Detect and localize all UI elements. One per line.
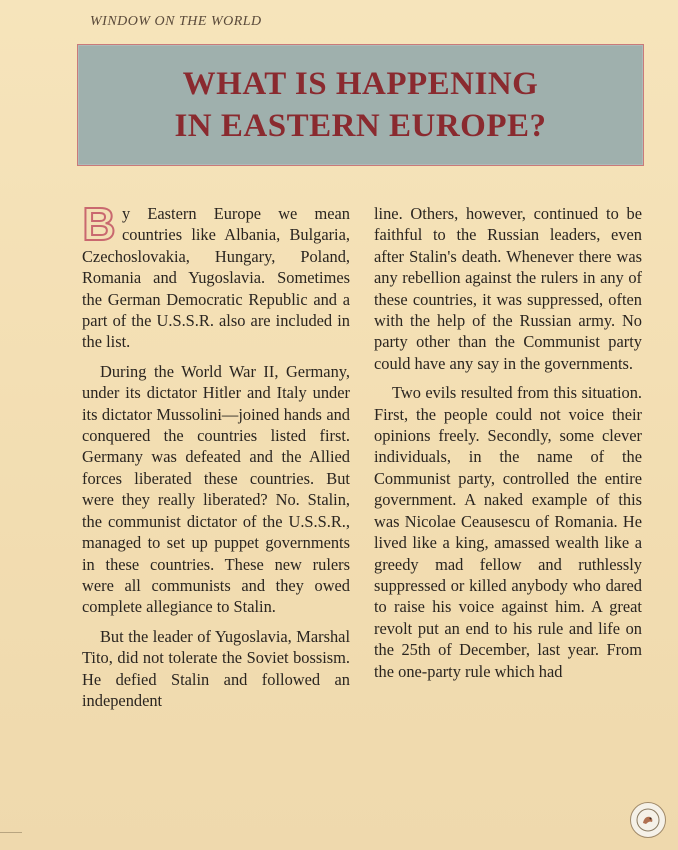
- article-column-left: [82, 198, 350, 719]
- article-column-right: [374, 203, 642, 690]
- title-line-1: WHAT IS HAPPENING: [182, 66, 539, 102]
- paragraph-3-continued: line. Others, however, continued to be faithful to the Russian leaders, even after Stalin's death. Whenever there was any rebellion against the rulers in any of these countries, it was suppressed, often with the help of the Russian army. No party other than the Communist party could have any say in the governments.: [374, 204, 642, 373]
- drop-cap: B: [82, 198, 116, 250]
- title-line-2: IN EASTERN EUROPE?: [174, 108, 547, 144]
- section-header: WINDOW ON THE WORLD: [90, 14, 262, 29]
- paragraph-3: But the leader of Yugoslavia, Marshal Tito, did not tolerate the Soviet bossism. He defied Stalin and followed an independent: [82, 626, 350, 710]
- paragraph-1-text: y Eastern Europe we mean countries like Albania, Bulgaria, Czechoslovakia, Hungary, Poland, Romania and Yugoslavia. Sometimes the German Democratic Republic and a part of the U.S.S.R. also are included in the list.: [82, 204, 350, 352]
- paragraph-1: [82, 198, 350, 353]
- publisher-logo-svg: [635, 807, 661, 833]
- paragraph-2: During the World War II, Germany, under its dictator Hitler and Italy under its dictator Mussolini—joined hands and conquered the countries listed first. Germany was defeated and the Allied forces liberated these countries. But were they really liberated? No. Stalin, the communist dictator of the U.S.S.R., managed to set up puppet governments in these countries. These new rulers were all communists and they owed complete allegiance to Stalin.: [82, 361, 350, 617]
- paragraph-4: Two evils resulted from this situation. First, the people could not voice their opinions freely. Secondly, some clever individuals, in the name of the Communist party, controlled the entire government. A naked example of this was Nicolae Ceausescu of Romania. He lived like a king, amassed wealth like a greedy mad fellow and ruthlessly suppressed or killed anybody who dared to raise his voice against him. A great revolt put an end to his rule and life on the 25th of December, last year. From the one-party rule which had: [374, 383, 642, 681]
- publisher-logo-icon: [630, 802, 666, 838]
- edge-mark: [0, 832, 22, 833]
- title-box: [77, 44, 644, 166]
